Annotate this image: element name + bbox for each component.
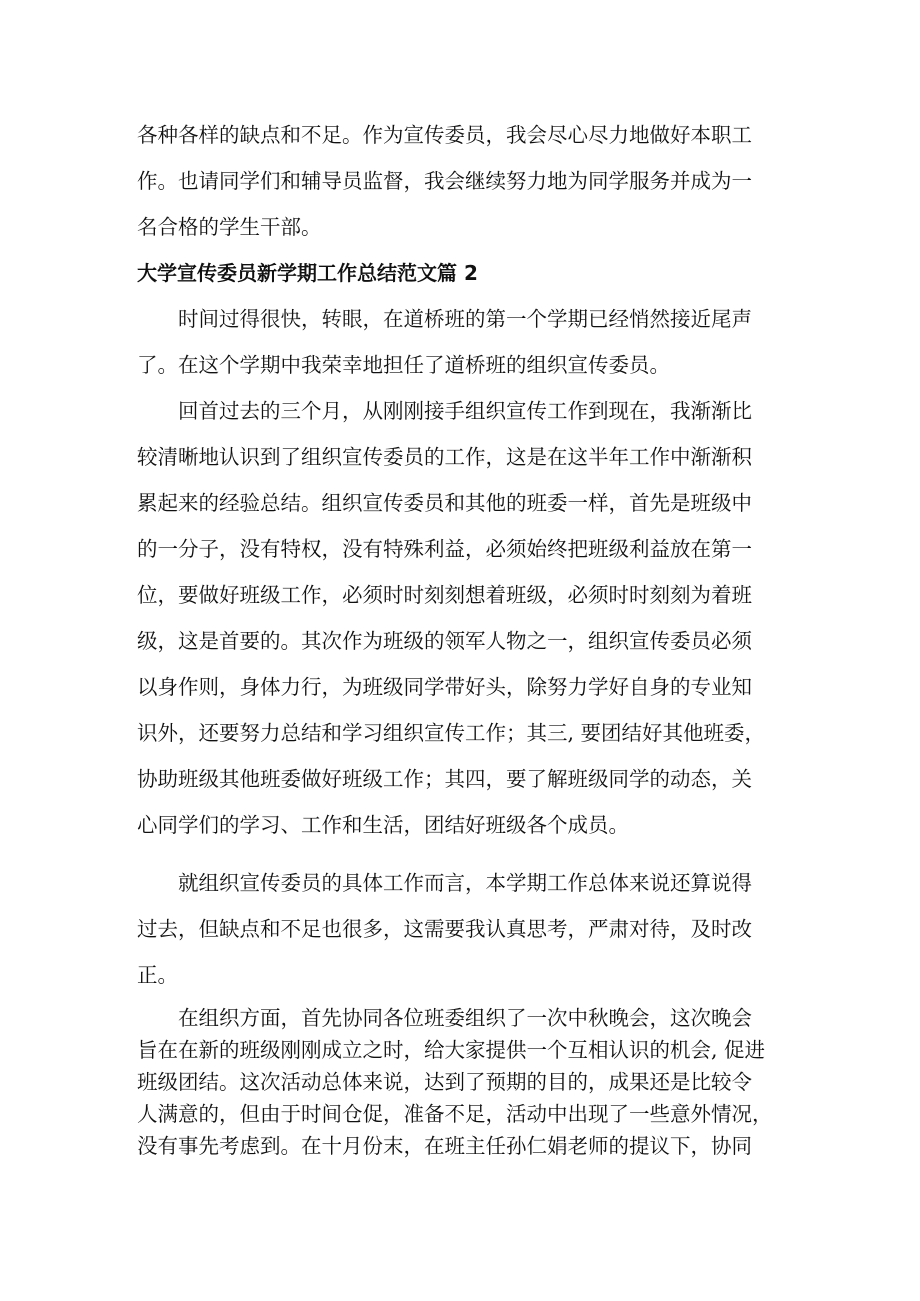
text-line: 以身作则，身体力行，为班级同学带好头，除努力学好自身的专业知 <box>137 675 752 699</box>
text-line: 心同学们的学习、工作和生活，团结好班级各个成员。 <box>137 813 629 837</box>
text-line: 旨在在新的班级刚刚成立之时，给大家提供一个互相认识的机会, 促进 <box>137 1038 766 1062</box>
text-line: 了。在这个学期中我荣幸地担任了道桥班的组织宣传委员。 <box>137 353 670 377</box>
section-heading: 大学宣传委员新学期工作总结范文篇 2 <box>137 261 478 285</box>
text-line: 较清晰地认识到了组织宣传委员的工作，这是在这半年工作中渐渐积 <box>137 445 752 469</box>
text-line: 过去，但缺点和不足也很多，这需要我认真思考，严肃对待，及时改 <box>137 917 752 941</box>
text-line: 正。 <box>137 963 178 987</box>
text-line: 人满意的，但由于时间仓促，准备不足，活动中出现了一些意外情况， <box>137 1102 773 1126</box>
text-line: 就组织宣传委员的具体工作而言，本学期工作总体来说还算说得 <box>137 871 752 895</box>
text-line: 各种各样的缺点和不足。作为宣传委员，我会尽心尽力地做好本职工 <box>137 123 752 147</box>
text-line: 作。也请同学们和辅导员监督，我会继续努力地为同学服务并成为一 <box>137 169 752 193</box>
text-line: 识外，还要努力总结和学习组织宣传工作；其三, 要团结好其他班委， <box>137 721 766 745</box>
document-page <box>137 112 793 1162</box>
text-line: 名合格的学生干部。 <box>137 215 322 239</box>
tight-paragraph <box>137 1002 793 1162</box>
text-line: 班级团结。这次活动总体来说，达到了预期的目的，成果还是比较令 <box>137 1070 752 1094</box>
text-line: 的一分子，没有特权，没有特殊利益，必须始终把班级利益放在第一 <box>137 537 752 561</box>
text-line: 时间过得很快，转眼，在道桥班的第一个学期已经悄然接近尾声 <box>137 307 752 331</box>
text-line: 累起来的经验总结。组织宣传委员和其他的班委一样，首先是班级中 <box>137 491 752 515</box>
text-line: 在组织方面，首先协同各位班委组织了一次中秋晚会，这次晚会 <box>137 1006 752 1030</box>
text-line: 位，要做好班级工作，必须时时刻刻想着班级，必须时时刻刻为着班 <box>137 583 752 607</box>
paragraph-gap <box>137 848 793 860</box>
text-line: 协助班级其他班委做好班级工作；其四，要了解班级同学的动态，关 <box>137 767 752 791</box>
text-line: 回首过去的三个月，从刚刚接手组织宣传工作到现在，我渐渐比 <box>137 399 752 423</box>
text-line: 级，这是首要的。其次作为班级的领军人物之一，组织宣传委员必须 <box>137 629 752 653</box>
text-line: 没有事先考虑到。在十月份末，在班主任孙仁娟老师的提议下，协同 <box>137 1134 752 1158</box>
